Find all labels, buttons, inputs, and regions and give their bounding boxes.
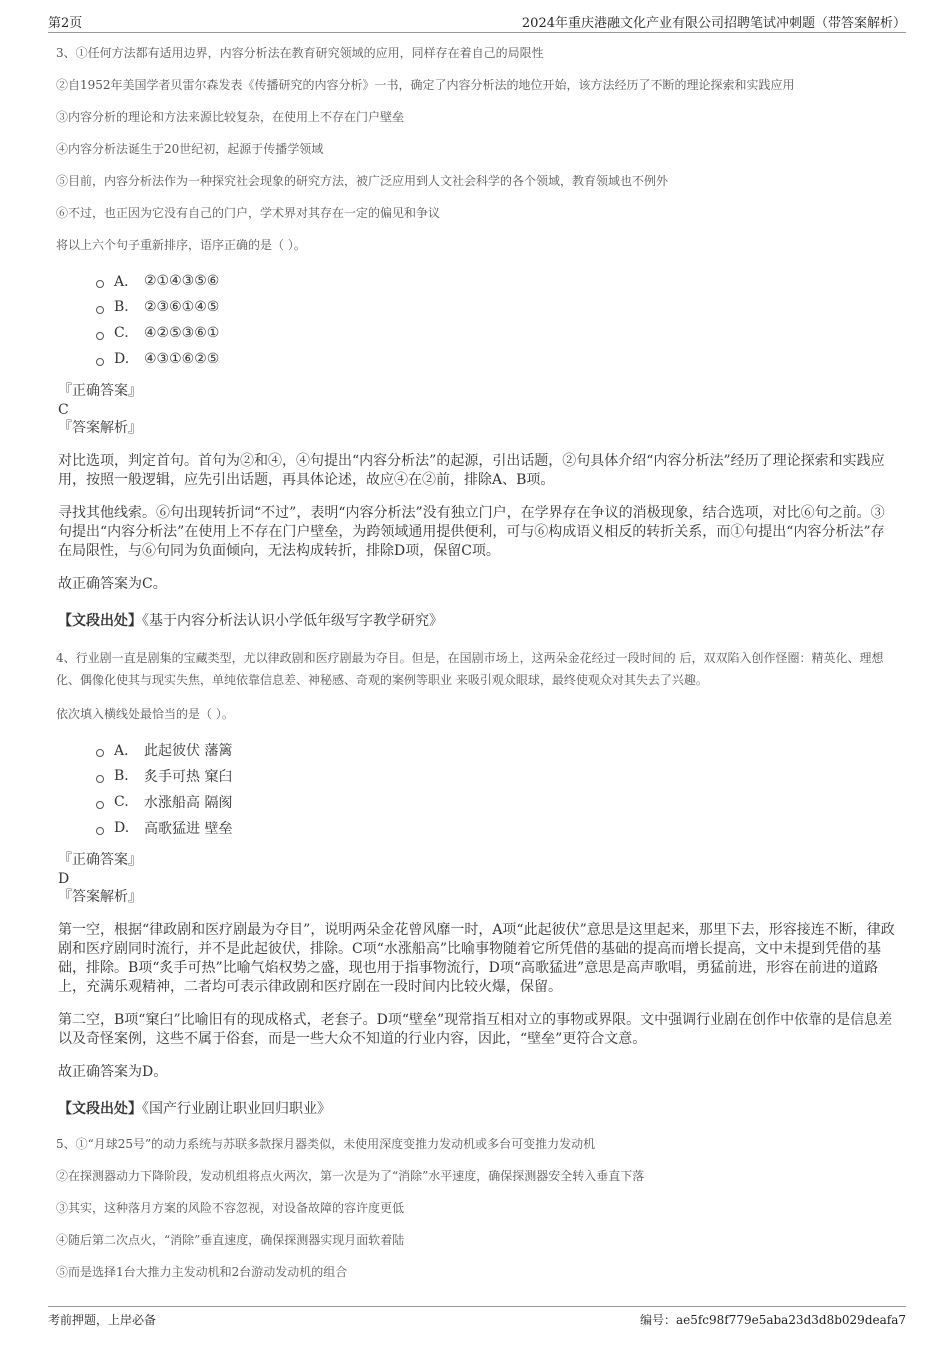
answer-label: 『正确答案』	[58, 383, 142, 399]
q3-line: 3、①任何方法都有适用边界，内容分析法在教育研究领域的应用，同样存在着自己的局限性	[56, 46, 544, 60]
radio-icon[interactable]	[96, 358, 104, 366]
source-label: 【文段出处】	[58, 613, 142, 629]
analysis-paragraph: 对比选项，判定首句。首句为②和④，④句提出“内容分析法”的起源，引出话题，②句具体介绍“内容分析法”经历了理论探索和实践应用，按照一般逻辑，应先引出话题，再具体论述，故应④在②前，排除A、B项。	[58, 453, 885, 488]
q3-line: ②自1952年美国学者贝雷尔森发表《传播研究的内容分析》一书，确定了内容分析法的地位开始，该方法经历了不断的理论探索和实践应用	[56, 78, 795, 92]
radio-icon[interactable]	[96, 280, 104, 288]
page-number: 第2页	[48, 16, 83, 31]
question-4	[56, 647, 906, 1119]
q3-prompt: 将以上六个句子重新排序，语序正确的是（ ）。	[56, 238, 306, 252]
option-text: 此起彼伏 藩篱	[144, 743, 233, 759]
option-letter: B.	[114, 768, 129, 784]
footer-slogan: 考前押题，上岸必备	[48, 1313, 157, 1327]
q5-line: ②在探测器动力下降阶段，发动机组将点火两次，第一次是为了“消除”水平速度，确保探测器安全转入垂直下落	[56, 1169, 645, 1183]
document-id: 编号：ae5fc98f779e5aba23d3d8b029deafa7	[639, 1313, 906, 1327]
analysis-paragraph: 第二空，B项“窠臼”比喻旧有的现成格式，老套子。D项“壁垒”现常指互相对立的事物或界限。文中强调行业剧在创作中依靠的是信息差以及奇怪案例，这些不属于俗套，而是一些大众不知道的行业内容，因此，“壁垒”更符合文意。	[58, 1012, 893, 1047]
question-5	[56, 1135, 906, 1281]
option-letter: A．	[114, 743, 139, 759]
q5-line: 5、①“月球25号”的动力系统与苏联多款探月器类似，未使用深度变推力发动机或多台可变推力发动机	[56, 1137, 596, 1151]
option-text: 炙手可热 窠臼	[144, 769, 233, 785]
q3-line: ⑤目前，内容分析法作为一种探究社会现象的研究方法，被广泛应用到人文社会科学的各个领域，教育领域也不例外	[56, 174, 669, 188]
document-title: 2024年重庆港融文化产业有限公司招聘笔试冲刺题（带答案解析）	[521, 16, 906, 31]
radio-icon[interactable]	[96, 749, 104, 757]
source-title: 《国产行业剧让职业回归职业》	[142, 1101, 331, 1117]
q5-line: ⑤而是选择1台大推力主发动机和2台游动发动机的组合	[56, 1265, 348, 1279]
q4-option-a[interactable]	[96, 737, 906, 763]
source-title: 《基于内容分析法认识小学低年级写字教学研究》	[142, 613, 443, 629]
document-body	[56, 44, 906, 1295]
radio-icon[interactable]	[96, 801, 104, 809]
q4-option-d[interactable]	[96, 815, 906, 841]
q5-line: ④随后第二次点火，“消除”垂直速度，确保探测器实现月面软着陆	[56, 1233, 405, 1247]
radio-icon[interactable]	[96, 827, 104, 835]
page-footer	[48, 1306, 906, 1329]
q4-prompt: 依次填入横线处最恰当的是（ ）。	[56, 707, 234, 721]
radio-icon[interactable]	[96, 332, 104, 340]
question-3	[56, 44, 906, 631]
q3-option-c[interactable]	[96, 320, 906, 346]
source-citation	[58, 1100, 906, 1119]
option-text: ②①④③⑤⑥	[144, 273, 220, 289]
page-header	[48, 10, 906, 33]
radio-icon[interactable]	[96, 775, 104, 783]
option-letter: D.	[114, 351, 130, 367]
source-label: 【文段出处】	[58, 1101, 142, 1117]
answer-label: 『正确答案』	[58, 852, 142, 868]
q4-options	[96, 737, 906, 841]
option-letter: C.	[114, 325, 129, 341]
q5-line: ③其实，这种落月方案的风险不容忽视，对设备故障的容许度更低	[56, 1201, 405, 1215]
option-letter: B.	[114, 299, 129, 315]
option-letter: C.	[114, 794, 129, 810]
q3-option-d[interactable]	[96, 346, 906, 372]
option-text: 水涨船高 隔阂	[144, 795, 233, 811]
q3-options	[96, 268, 906, 372]
q4-option-c[interactable]	[96, 789, 906, 815]
q3-line: ③内容分析的理论和方法来源比较复杂，在使用上不存在门户壁垒	[56, 110, 405, 124]
option-letter: A．	[114, 274, 139, 290]
answer-value: C	[58, 402, 69, 418]
analysis-label: 『答案解析』	[58, 889, 142, 905]
analysis-paragraph: 寻找其他线索。⑥句出现转折词“不过”，表明“内容分析法”没有独立门户，在学界存在争议的消极现象，结合选项，对比⑥句之前。③句提出“内容分析法”在使用上不存在门户壁垒，为跨领域通用提供便利，可与⑥构成语义相反的转折关系，而①句提出“内容分析法”存在局限性，与⑥句同为负面倾向，无法构成转折，排除D项，保留C项。	[58, 505, 885, 559]
q3-option-a[interactable]	[96, 268, 906, 294]
q3-line: ④内容分析法诞生于20世纪初，起源于传播学领域	[56, 142, 324, 156]
analysis-label: 『答案解析』	[58, 420, 142, 436]
analysis-paragraph: 第一空，根据“律政剧和医疗剧最为夺目”，说明两朵金花曾风靡一时，A项“此起彼伏”意思是这里起来，那里下去，形容接连不断，律政剧和医疗剧同时流行，并不是此起彼伏，排除。C项“水涨船高”比喻事物随着它所凭借的基础的提高而增长提高，文中未提到凭借的基础，排除。B项“炙手可热”比喻气焰权势之盛，现也用于指事物流行，D项“高歌猛进”意思是高声歌唱，勇猛前进，形容在前进的道路上，充满乐观精神，二者均可表示律政剧和医疗剧在一段时间内比较火爆，保留。	[58, 922, 895, 995]
q4-option-b[interactable]	[96, 763, 906, 789]
analysis-paragraph: 故正确答案为D。	[58, 1064, 168, 1080]
q3-line: ⑥不过，也正因为它没有自己的门户，学术界对其存在一定的偏见和争议	[56, 206, 441, 220]
answer-value: D	[58, 871, 70, 887]
analysis-paragraph: 故正确答案为C。	[58, 576, 167, 592]
option-letter: D.	[114, 820, 130, 836]
option-text: ②③⑥①④⑤	[144, 299, 220, 315]
option-text: 高歌猛进 壁垒	[144, 821, 233, 837]
option-text: ④②⑤③⑥①	[144, 325, 220, 341]
q4-stem: 4、行业剧一直是剧集的宝藏类型，尤以律政剧和医疗剧最为夺目。但是，在国剧市场上，这两朵金花经过一段时间的 后，双双陷入创作怪圈：精英化、理想化、偶像化使其与现实失焦，单纯依靠信息差、神秘感、奇观的案例等职业 来吸引观众眼球，最终使观众对其失去了兴趣。	[56, 651, 884, 687]
q3-option-b[interactable]	[96, 294, 906, 320]
option-text: ④③①⑥②⑤	[144, 351, 220, 367]
source-citation	[58, 612, 906, 631]
radio-icon[interactable]	[96, 306, 104, 314]
